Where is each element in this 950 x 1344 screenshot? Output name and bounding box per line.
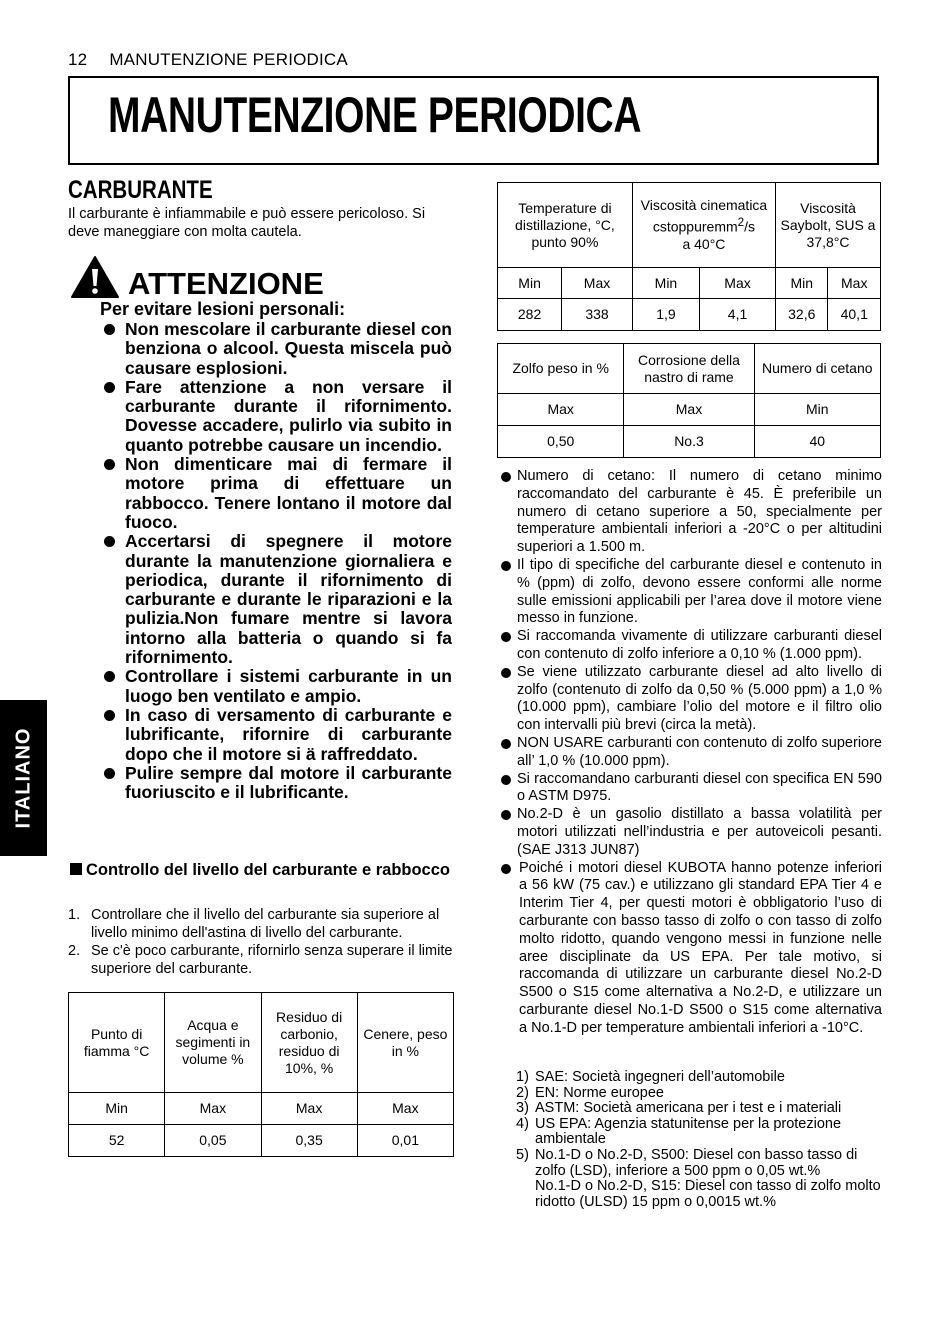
list-item: 5) No.1-D o No.2-D, S500: Diesel con basso tasso di zolfo (LSD), inferiore a 500 ppm o 0,05 wt.% No.1-D o No.2-D, S15: Diesel con tasso di zolfo molto ridotto (ULSD) 15 ppm o 0,0015 wt.% [516,1146,881,1210]
warning-subtitle: Per evitare lesioni personali: [100,299,346,319]
list-item: Accertarsi di spegnere il motore durante la manutenzione giornaliera e periodica, durante il rifornimento di carburante e durante le riparazioni e la pulizia.Non fumare mentre si lavora intorno alla batteria o quando si fa rifornimento. [100,532,452,667]
side-tab-label: ITALIANO [12,727,34,829]
list-item: 1. Controllare che il livello del carburante sia superiore al livello minimo dell'astina di livello del carburante. [68,907,440,941]
list-item: Si raccomanda vivamente di utilizzare carburanti diesel con contenuto di zolfo inferiore a 0,10 % (1.000 ppm). [500,628,882,664]
intro-text: Il carburante è infiammabile e può essere pericoloso. Si deve maneggiare con molta cautela. [68,206,426,240]
bullet-icon [104,671,115,682]
square-bullet-icon [70,863,82,875]
language-side-tab [0,700,47,856]
fuel-spec-table-3 [497,343,881,458]
warning-list [100,320,452,802]
page-header [68,50,370,70]
page-title: MANUTENZIONE PERIODICA [108,87,642,143]
list-item: 1) SAE: Società ingegneri dell’automobile [516,1069,785,1085]
fuel-spec-table-2 [497,182,881,331]
subsection-heading: Controllo del livello del carburante e rabbocco [70,859,450,882]
warning-title: ATTENZIONE [128,266,324,301]
bullet-icon [104,459,115,470]
bullet-icon [501,632,511,642]
table-row: Zolfo peso in % Corrosione della nastro di rame Numero di cetano [498,344,881,394]
bullet-icon [104,536,115,547]
bullet-icon [104,768,115,779]
list-item: NON USARE carburanti con contenuto di zolfo superiore all’ 1,0 % (10.000 ppm). [500,735,882,771]
warning-triangle-icon [70,255,120,299]
notes-list [500,468,882,1038]
table-row: Punto di fiamma °C Acqua e segimenti in volume % Residuo di carbonio, residuo di 10%, % Cenere, peso in % [69,993,454,1093]
table-row: 282 338 1,9 4,1 32,6 40,1 [498,299,881,331]
section-title: CARBURANTE [68,176,213,204]
list-item: Non mescolare il carburante diesel con benziona o alcool. Questa miscela può causare esplosioni. [100,320,452,378]
table-row: Max Max Min [498,394,881,426]
bullet-icon [501,472,511,482]
steps-list [68,906,454,978]
table-row: Min Max Max Max [69,1093,454,1125]
fuel-spec-table-1 [68,992,454,1157]
bullet-icon [501,561,511,571]
title-box [68,76,879,165]
list-item: In caso di versamento di carburante e lubrificante, rifornire di carburante dopo che il motore si ä raffreddato. [100,706,452,764]
footnotes-list [516,1070,886,1210]
bullet-icon [501,775,511,785]
bullet-icon [501,739,511,749]
bullet-icon [501,668,511,678]
bullet-icon [104,382,115,393]
table-row: Min Max Min Max Min Max [498,268,881,299]
table-row: 0,50 No.3 40 [498,426,881,458]
list-item: Pulire sempre dal motore il carburante fuoriuscito e il lubrificante. [100,764,452,803]
list-item: Non dimenticare mai di fermare il motore prima di effettuare un rabbocco. Tenere lontano il motore dal fuoco. [100,455,452,532]
bullet-icon [501,810,511,820]
list-item: 4) US EPA: Agenzia statunitense per la protezione ambientale [516,1115,842,1148]
bullet-icon [501,864,511,874]
list-item: Se viene utilizzato carburante diesel ad alto livello di zolfo (contenuto di zolfo da 0,50 % (5.000 ppm) a 1,0 % (10.000 ppm), cambiare l’olio del motore e il filtro olio con intervalli più brevi (circa la metà). [500,664,882,735]
list-item: Poiché i motori diesel KUBOTA hanno potenze inferiori a 56 kW (75 cav.) e utilizzano gli standard EPA Tier 4 e Interim Tier 4, per questi motori è obbligatorio l’uso di carburante con basso tasso di zolfo o con tasso di zolfo molto ridotto, quando vengono messi in funzione nelle aree disciplinate da US EPA. Per tale motivo, si raccomanda di utilizzare un carburante diesel No.2-D S500 o S15 come alternativa a No.2-D, e utilizzare un carburante diesel No.1-D S500 o S15 come alternativa a No.1-D per temperature ambientali inferiori a -10°C. [500,860,882,1038]
list-item: 2. Se c'è poco carburante, rifornirlo senza superare il limite superiore del carburante. [68,943,453,977]
list-item: Fare attenzione a non versare il carburante durante il rifornimento. Dovesse accadere, pulirlo via subito in quanto potrebbe causare un incendio. [100,378,452,455]
page-number: 12 [68,50,88,69]
list-item: No.2-D è un gasolio distillato a bassa volatilità per motori utilizzati nell’industria e per autoveicoli pesanti. (SAE J313 JUN87) [500,806,882,859]
table-row: Temperature di distillazione, °C, punto 90% Viscosità cinematica cstoppuremm$^2$/s a 40°C Viscosità Saybolt, SUS a 37,8°C [498,183,881,268]
list-item: Il tipo di specifiche del carburante diesel e contenuto in % (ppm) di zolfo, devono essere conformi alle norme sulle emissioni applicabili per l’area dove il motore viene messo in funzione. [500,557,882,628]
list-item: 3) ASTM: Società americana per i test e i materiali [516,1100,842,1117]
bullet-icon [104,324,115,335]
list-item: Controllare i sistemi carburante in un luogo ben ventilato e ampio. [100,667,452,706]
table-row: 52 0,05 0,35 0,01 [69,1125,454,1157]
list-item: 2) EN: Norme europee [516,1084,664,1101]
bullet-icon [104,710,115,721]
list-item: Numero di cetano: Il numero di cetano minimo raccomandato del carburante è 45. È preferibile un numero di cetano superiore a 50, specialmente per temperature ambientali inferiori a -20°C o per altitudini superiori a 1.500 m. [500,468,882,557]
list-item: Si raccomandano carburanti diesel con specifica EN 590 o ASTM D975. [500,771,882,807]
header-section: MANUTENZIONE PERIODICA [109,50,348,69]
